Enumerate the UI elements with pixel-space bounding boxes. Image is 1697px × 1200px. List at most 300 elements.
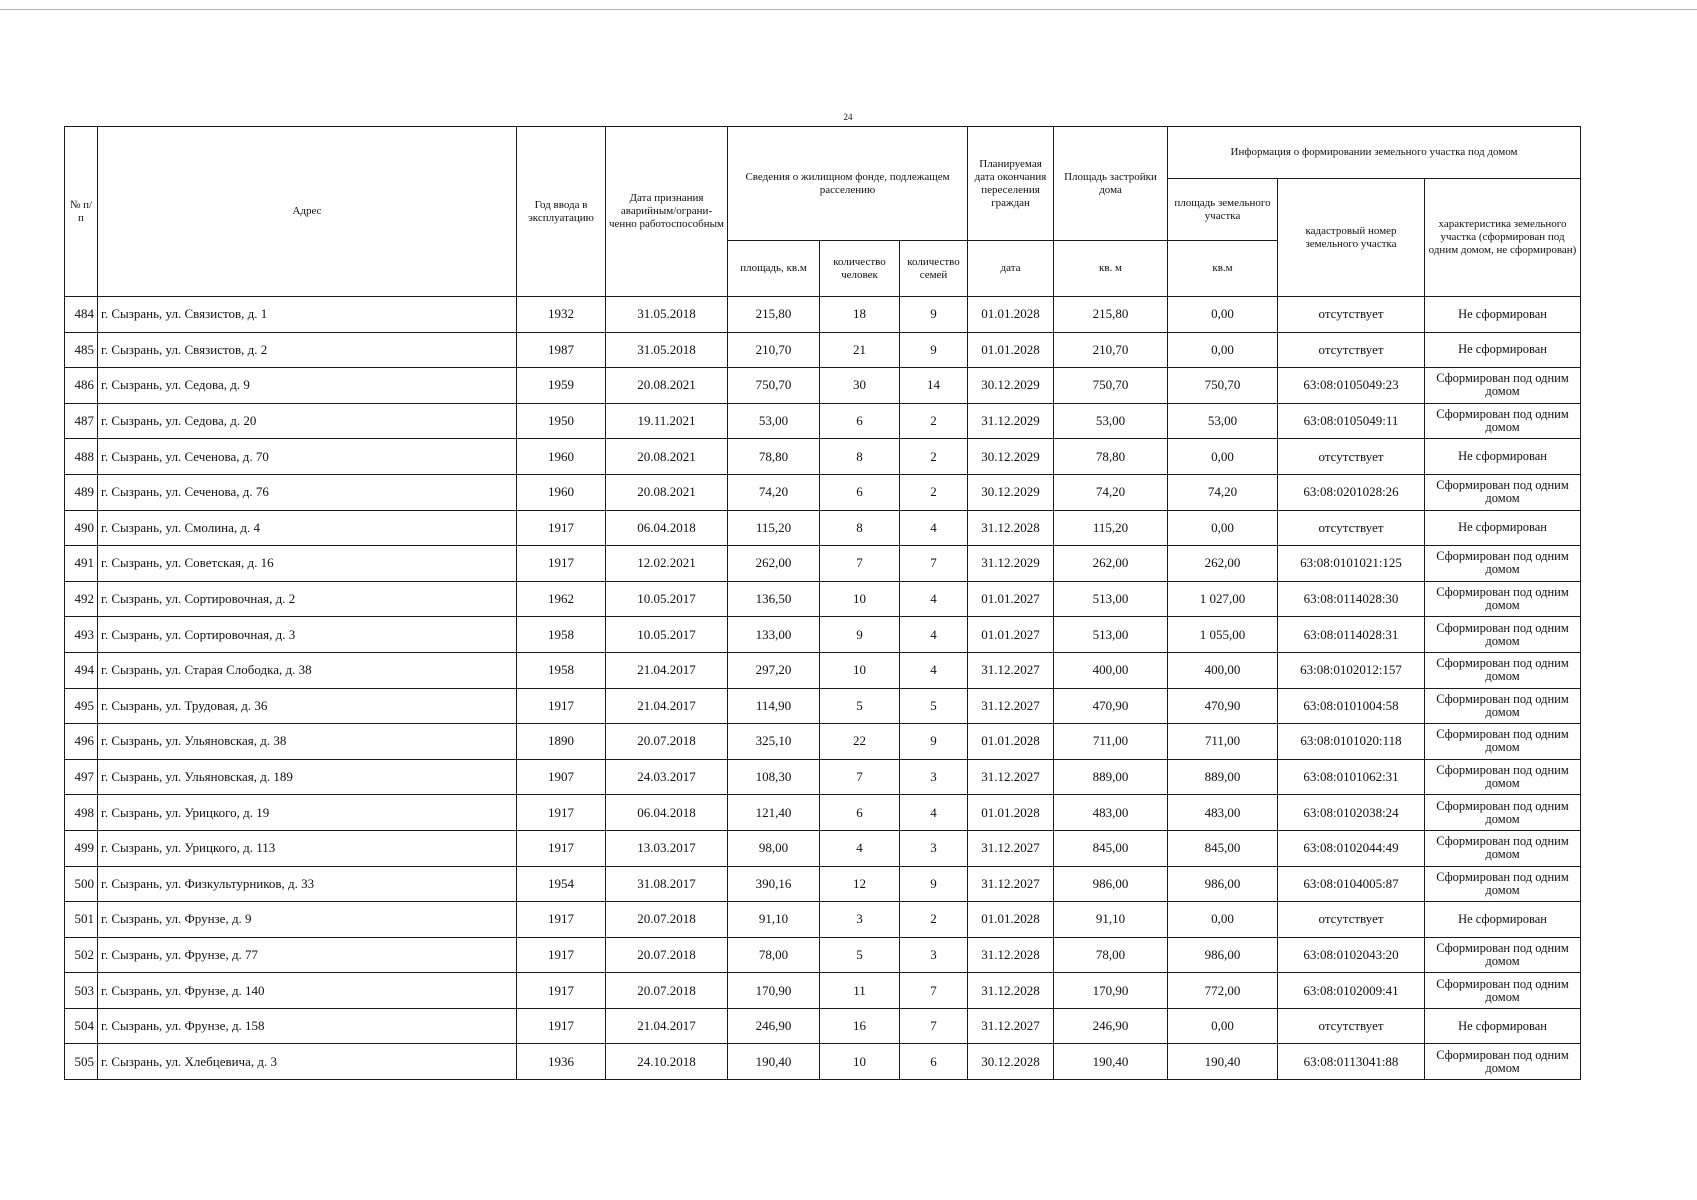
cell-land-area: 74,20 xyxy=(1168,474,1278,510)
cell-people: 11 xyxy=(820,973,900,1009)
cell-cadastral: 63:08:0101020:118 xyxy=(1278,724,1425,760)
cell-area: 78,80 xyxy=(728,439,820,475)
cell-no: 499 xyxy=(65,830,98,866)
cell-families: 9 xyxy=(900,332,968,368)
cell-families: 4 xyxy=(900,510,968,546)
cell-planned-date: 01.01.2028 xyxy=(968,332,1054,368)
table-row xyxy=(65,581,1581,617)
cell-area: 114,90 xyxy=(728,688,820,724)
cell-cadastral: 63:08:0101021:125 xyxy=(1278,546,1425,582)
cell-year: 1917 xyxy=(517,510,606,546)
cell-year: 1917 xyxy=(517,795,606,831)
cell-cadastral: отсутствует xyxy=(1278,439,1425,475)
cell-planned-date: 01.01.2027 xyxy=(968,581,1054,617)
cell-address: г. Сызрань, ул. Связистов, д. 2 xyxy=(98,332,517,368)
cell-cadastral: 63:08:0113041:88 xyxy=(1278,1044,1425,1080)
cell-no: 493 xyxy=(65,617,98,653)
table-row xyxy=(65,368,1581,404)
cell-building-area: 470,90 xyxy=(1054,688,1168,724)
cell-land-area: 190,40 xyxy=(1168,1044,1278,1080)
cell-cadastral: 63:08:0114028:31 xyxy=(1278,617,1425,653)
cell-land-area: 483,00 xyxy=(1168,795,1278,831)
cell-people: 10 xyxy=(820,652,900,688)
cell-no: 494 xyxy=(65,652,98,688)
cell-year: 1932 xyxy=(517,297,606,333)
cell-building-area: 986,00 xyxy=(1054,866,1168,902)
cell-people: 5 xyxy=(820,688,900,724)
cell-area: 53,00 xyxy=(728,403,820,439)
cell-cadastral: отсутствует xyxy=(1278,332,1425,368)
cell-no: 489 xyxy=(65,474,98,510)
cell-date-recognized: 06.04.2018 xyxy=(606,795,728,831)
cell-characteristic: Сформирован под одним домом xyxy=(1425,581,1581,617)
header-no: № п/п xyxy=(65,127,98,297)
table-row xyxy=(65,830,1581,866)
cell-address: г. Сызрань, ул. Советская, д. 16 xyxy=(98,546,517,582)
cell-families: 3 xyxy=(900,937,968,973)
cell-address: г. Сызрань, ул. Фрунзе, д. 9 xyxy=(98,902,517,938)
cell-planned-date: 31.12.2027 xyxy=(968,866,1054,902)
cell-families: 4 xyxy=(900,652,968,688)
scan-edge-line xyxy=(0,9,1697,10)
cell-no: 502 xyxy=(65,937,98,973)
cell-building-area: 513,00 xyxy=(1054,581,1168,617)
cell-characteristic: Сформирован под одним домом xyxy=(1425,617,1581,653)
cell-planned-date: 31.12.2029 xyxy=(968,546,1054,582)
cell-year: 1959 xyxy=(517,368,606,404)
cell-people: 7 xyxy=(820,759,900,795)
cell-characteristic: Сформирован под одним домом xyxy=(1425,795,1581,831)
cell-cadastral: отсутствует xyxy=(1278,902,1425,938)
cell-people: 6 xyxy=(820,403,900,439)
cell-land-area: 1 055,00 xyxy=(1168,617,1278,653)
cell-date-recognized: 20.08.2021 xyxy=(606,474,728,510)
cell-families: 9 xyxy=(900,297,968,333)
cell-year: 1987 xyxy=(517,332,606,368)
header-land-group: Информация о формировании земельного участка под домом xyxy=(1168,127,1581,179)
cell-no: 485 xyxy=(65,332,98,368)
table-row xyxy=(65,973,1581,1009)
header-date: дата xyxy=(968,241,1054,297)
cell-land-area: 750,70 xyxy=(1168,368,1278,404)
cell-characteristic: Сформирован под одним домом xyxy=(1425,937,1581,973)
cell-families: 9 xyxy=(900,866,968,902)
cell-cadastral: 63:08:0101004:58 xyxy=(1278,688,1425,724)
cell-address: г. Сызрань, ул. Связистов, д. 1 xyxy=(98,297,517,333)
table-row xyxy=(65,332,1581,368)
cell-characteristic: Сформирован под одним домом xyxy=(1425,1044,1581,1080)
cell-date-recognized: 24.10.2018 xyxy=(606,1044,728,1080)
table-row xyxy=(65,439,1581,475)
cell-building-area: 711,00 xyxy=(1054,724,1168,760)
cell-planned-date: 01.01.2028 xyxy=(968,902,1054,938)
cell-building-area: 513,00 xyxy=(1054,617,1168,653)
cell-address: г. Сызрань, ул. Трудовая, д. 36 xyxy=(98,688,517,724)
cell-people: 7 xyxy=(820,546,900,582)
cell-date-recognized: 20.07.2018 xyxy=(606,973,728,1009)
cell-area: 750,70 xyxy=(728,368,820,404)
cell-date-recognized: 21.04.2017 xyxy=(606,1008,728,1044)
cell-date-recognized: 31.08.2017 xyxy=(606,866,728,902)
cell-characteristic: Сформирован под одним домом xyxy=(1425,368,1581,404)
cell-families: 5 xyxy=(900,688,968,724)
cell-date-recognized: 10.05.2017 xyxy=(606,581,728,617)
cell-building-area: 889,00 xyxy=(1054,759,1168,795)
cell-date-recognized: 20.08.2021 xyxy=(606,368,728,404)
table-row xyxy=(65,403,1581,439)
cell-address: г. Сызрань, ул. Ульяновская, д. 189 xyxy=(98,759,517,795)
cell-characteristic: Не сформирован xyxy=(1425,1008,1581,1044)
cell-people: 6 xyxy=(820,795,900,831)
cell-address: г. Сызрань, ул. Урицкого, д. 19 xyxy=(98,795,517,831)
cell-area: 74,20 xyxy=(728,474,820,510)
cell-land-area: 986,00 xyxy=(1168,937,1278,973)
header-planned-date: Планируемая дата окончания переселения граждан xyxy=(968,127,1054,241)
cell-area: 262,00 xyxy=(728,546,820,582)
cell-address: г. Сызрань, ул. Смолина, д. 4 xyxy=(98,510,517,546)
cell-year: 1917 xyxy=(517,973,606,1009)
cell-building-area: 53,00 xyxy=(1054,403,1168,439)
cell-address: г. Сызрань, ул. Сеченова, д. 76 xyxy=(98,474,517,510)
cell-no: 487 xyxy=(65,403,98,439)
cell-date-recognized: 12.02.2021 xyxy=(606,546,728,582)
cell-area: 121,40 xyxy=(728,795,820,831)
cell-characteristic: Сформирован под одним домом xyxy=(1425,546,1581,582)
cell-building-area: 400,00 xyxy=(1054,652,1168,688)
cell-building-area: 190,40 xyxy=(1054,1044,1168,1080)
cell-address: г. Сызрань, ул. Физкультурников, д. 33 xyxy=(98,866,517,902)
cell-date-recognized: 20.07.2018 xyxy=(606,937,728,973)
cell-no: 495 xyxy=(65,688,98,724)
cell-year: 1917 xyxy=(517,688,606,724)
cell-characteristic: Сформирован под одним домом xyxy=(1425,688,1581,724)
cell-land-area: 845,00 xyxy=(1168,830,1278,866)
header-families: количество семей xyxy=(900,241,968,297)
cell-planned-date: 31.12.2028 xyxy=(968,937,1054,973)
cell-land-area: 0,00 xyxy=(1168,902,1278,938)
cell-address: г. Сызрань, ул. Урицкого, д. 113 xyxy=(98,830,517,866)
table-row xyxy=(65,724,1581,760)
cell-cadastral: 63:08:0102038:24 xyxy=(1278,795,1425,831)
cell-families: 9 xyxy=(900,724,968,760)
cell-no: 492 xyxy=(65,581,98,617)
cell-address: г. Сызрань, ул. Фрунзе, д. 77 xyxy=(98,937,517,973)
cell-characteristic: Не сформирован xyxy=(1425,439,1581,475)
cell-families: 2 xyxy=(900,902,968,938)
cell-people: 8 xyxy=(820,439,900,475)
cell-cadastral: 63:08:0102009:41 xyxy=(1278,973,1425,1009)
cell-land-area: 400,00 xyxy=(1168,652,1278,688)
header-date-recognition: Дата признания аварийным/ограни-ченно работоспособным xyxy=(606,127,728,297)
cell-no: 498 xyxy=(65,795,98,831)
header-address: Адрес xyxy=(98,127,517,297)
cell-characteristic: Сформирован под одним домом xyxy=(1425,866,1581,902)
header-characteristic: характеристика земельного участка (сформирован под одним домом, не сформирован) xyxy=(1425,179,1581,297)
cell-no: 505 xyxy=(65,1044,98,1080)
cell-characteristic: Сформирован под одним домом xyxy=(1425,759,1581,795)
cell-year: 1960 xyxy=(517,474,606,510)
cell-building-area: 483,00 xyxy=(1054,795,1168,831)
housing-table xyxy=(64,126,1581,1080)
cell-year: 1907 xyxy=(517,759,606,795)
cell-land-area: 53,00 xyxy=(1168,403,1278,439)
cell-planned-date: 01.01.2028 xyxy=(968,297,1054,333)
table-row xyxy=(65,652,1581,688)
cell-area: 297,20 xyxy=(728,652,820,688)
cell-families: 7 xyxy=(900,1008,968,1044)
cell-people: 22 xyxy=(820,724,900,760)
cell-people: 18 xyxy=(820,297,900,333)
cell-no: 504 xyxy=(65,1008,98,1044)
cell-no: 488 xyxy=(65,439,98,475)
cell-building-area: 246,90 xyxy=(1054,1008,1168,1044)
table-row xyxy=(65,546,1581,582)
cell-area: 325,10 xyxy=(728,724,820,760)
cell-people: 6 xyxy=(820,474,900,510)
cell-families: 4 xyxy=(900,795,968,831)
cell-families: 2 xyxy=(900,439,968,475)
header-year: Год ввода в эксплуатацию xyxy=(517,127,606,297)
cell-land-area: 986,00 xyxy=(1168,866,1278,902)
table-row xyxy=(65,759,1581,795)
cell-year: 1936 xyxy=(517,1044,606,1080)
cell-land-area: 0,00 xyxy=(1168,332,1278,368)
header-building-area-unit: кв. м xyxy=(1054,241,1168,297)
cell-date-recognized: 31.05.2018 xyxy=(606,332,728,368)
cell-families: 7 xyxy=(900,546,968,582)
cell-families: 2 xyxy=(900,474,968,510)
cell-land-area: 0,00 xyxy=(1168,510,1278,546)
table-row xyxy=(65,866,1581,902)
cell-land-area: 470,90 xyxy=(1168,688,1278,724)
cell-people: 21 xyxy=(820,332,900,368)
cell-cadastral: отсутствует xyxy=(1278,510,1425,546)
cell-year: 1954 xyxy=(517,866,606,902)
cell-address: г. Сызрань, ул. Сеченова, д. 70 xyxy=(98,439,517,475)
cell-planned-date: 30.12.2028 xyxy=(968,1044,1054,1080)
header-land-area-unit: кв.м xyxy=(1168,241,1278,297)
cell-land-area: 1 027,00 xyxy=(1168,581,1278,617)
cell-planned-date: 30.12.2029 xyxy=(968,439,1054,475)
cell-characteristic: Сформирован под одним домом xyxy=(1425,724,1581,760)
table-row xyxy=(65,297,1581,333)
cell-no: 486 xyxy=(65,368,98,404)
cell-area: 108,30 xyxy=(728,759,820,795)
cell-no: 497 xyxy=(65,759,98,795)
cell-address: г. Сызрань, ул. Старая Слободка, д. 38 xyxy=(98,652,517,688)
header-area: площадь, кв.м xyxy=(728,241,820,297)
cell-people: 8 xyxy=(820,510,900,546)
cell-families: 3 xyxy=(900,830,968,866)
cell-building-area: 215,80 xyxy=(1054,297,1168,333)
cell-characteristic: Не сформирован xyxy=(1425,902,1581,938)
cell-date-recognized: 13.03.2017 xyxy=(606,830,728,866)
table-row xyxy=(65,937,1581,973)
cell-year: 1917 xyxy=(517,902,606,938)
cell-cadastral: 63:08:0102043:20 xyxy=(1278,937,1425,973)
cell-land-area: 772,00 xyxy=(1168,973,1278,1009)
cell-cadastral: отсутствует xyxy=(1278,297,1425,333)
cell-area: 190,40 xyxy=(728,1044,820,1080)
cell-building-area: 115,20 xyxy=(1054,510,1168,546)
cell-no: 490 xyxy=(65,510,98,546)
cell-planned-date: 30.12.2029 xyxy=(968,474,1054,510)
table-row xyxy=(65,795,1581,831)
cell-families: 3 xyxy=(900,759,968,795)
cell-year: 1890 xyxy=(517,724,606,760)
cell-cadastral: 63:08:0101062:31 xyxy=(1278,759,1425,795)
cell-families: 2 xyxy=(900,403,968,439)
cell-cadastral: 63:08:0102044:49 xyxy=(1278,830,1425,866)
cell-characteristic: Не сформирован xyxy=(1425,510,1581,546)
header-cadastral: кадастровый номер земельного участка xyxy=(1278,179,1425,297)
cell-building-area: 91,10 xyxy=(1054,902,1168,938)
cell-cadastral: 63:08:0105049:23 xyxy=(1278,368,1425,404)
cell-planned-date: 01.01.2027 xyxy=(968,617,1054,653)
cell-people: 5 xyxy=(820,937,900,973)
cell-land-area: 0,00 xyxy=(1168,1008,1278,1044)
page-number: 24 xyxy=(843,112,853,122)
cell-date-recognized: 20.07.2018 xyxy=(606,724,728,760)
cell-characteristic: Сформирован под одним домом xyxy=(1425,830,1581,866)
table-header xyxy=(65,127,1581,297)
cell-planned-date: 30.12.2029 xyxy=(968,368,1054,404)
cell-cadastral: 63:08:0201028:26 xyxy=(1278,474,1425,510)
cell-year: 1917 xyxy=(517,830,606,866)
cell-people: 9 xyxy=(820,617,900,653)
cell-families: 7 xyxy=(900,973,968,1009)
cell-families: 4 xyxy=(900,617,968,653)
cell-address: г. Сызрань, ул. Фрунзе, д. 158 xyxy=(98,1008,517,1044)
cell-area: 78,00 xyxy=(728,937,820,973)
cell-characteristic: Сформирован под одним домом xyxy=(1425,973,1581,1009)
cell-cadastral: 63:08:0114028:30 xyxy=(1278,581,1425,617)
cell-address: г. Сызрань, ул. Фрунзе, д. 140 xyxy=(98,973,517,1009)
cell-families: 6 xyxy=(900,1044,968,1080)
cell-people: 3 xyxy=(820,902,900,938)
cell-characteristic: Не сформирован xyxy=(1425,297,1581,333)
cell-land-area: 262,00 xyxy=(1168,546,1278,582)
cell-land-area: 711,00 xyxy=(1168,724,1278,760)
cell-area: 91,10 xyxy=(728,902,820,938)
cell-no: 496 xyxy=(65,724,98,760)
cell-cadastral: 63:08:0104005:87 xyxy=(1278,866,1425,902)
header-building-area: Площадь застройки дома xyxy=(1054,127,1168,241)
cell-area: 136,50 xyxy=(728,581,820,617)
cell-people: 10 xyxy=(820,581,900,617)
cell-address: г. Сызрань, ул. Седова, д. 9 xyxy=(98,368,517,404)
cell-date-recognized: 06.04.2018 xyxy=(606,510,728,546)
table-row xyxy=(65,474,1581,510)
cell-characteristic: Сформирован под одним домом xyxy=(1425,474,1581,510)
table-row xyxy=(65,617,1581,653)
header-people: количество человек xyxy=(820,241,900,297)
cell-area: 98,00 xyxy=(728,830,820,866)
cell-area: 215,80 xyxy=(728,297,820,333)
table-body xyxy=(65,297,1581,1080)
cell-no: 491 xyxy=(65,546,98,582)
cell-cadastral: отсутствует xyxy=(1278,1008,1425,1044)
cell-land-area: 0,00 xyxy=(1168,439,1278,475)
cell-no: 484 xyxy=(65,297,98,333)
cell-people: 12 xyxy=(820,866,900,902)
cell-address: г. Сызрань, ул. Седова, д. 20 xyxy=(98,403,517,439)
cell-date-recognized: 19.11.2021 xyxy=(606,403,728,439)
cell-year: 1917 xyxy=(517,1008,606,1044)
cell-people: 30 xyxy=(820,368,900,404)
cell-date-recognized: 24.03.2017 xyxy=(606,759,728,795)
cell-building-area: 750,70 xyxy=(1054,368,1168,404)
cell-building-area: 78,80 xyxy=(1054,439,1168,475)
table-row xyxy=(65,1008,1581,1044)
cell-date-recognized: 20.07.2018 xyxy=(606,902,728,938)
cell-land-area: 889,00 xyxy=(1168,759,1278,795)
cell-planned-date: 31.12.2027 xyxy=(968,652,1054,688)
cell-families: 4 xyxy=(900,581,968,617)
cell-address: г. Сызрань, ул. Сортировочная, д. 2 xyxy=(98,581,517,617)
cell-address: г. Сызрань, ул. Сортировочная, д. 3 xyxy=(98,617,517,653)
cell-year: 1950 xyxy=(517,403,606,439)
cell-area: 115,20 xyxy=(728,510,820,546)
cell-date-recognized: 21.04.2017 xyxy=(606,652,728,688)
cell-planned-date: 31.12.2027 xyxy=(968,830,1054,866)
cell-address: г. Сызрань, ул. Ульяновская, д. 38 xyxy=(98,724,517,760)
header-land-area: площадь земельного участка xyxy=(1168,179,1278,241)
cell-area: 246,90 xyxy=(728,1008,820,1044)
cell-building-area: 74,20 xyxy=(1054,474,1168,510)
cell-cadastral: 63:08:0105049:11 xyxy=(1278,403,1425,439)
cell-area: 170,90 xyxy=(728,973,820,1009)
cell-planned-date: 31.12.2027 xyxy=(968,1008,1054,1044)
cell-planned-date: 01.01.2028 xyxy=(968,795,1054,831)
cell-families: 14 xyxy=(900,368,968,404)
cell-date-recognized: 21.04.2017 xyxy=(606,688,728,724)
cell-building-area: 210,70 xyxy=(1054,332,1168,368)
cell-year: 1960 xyxy=(517,439,606,475)
cell-planned-date: 31.12.2029 xyxy=(968,403,1054,439)
cell-year: 1917 xyxy=(517,937,606,973)
cell-year: 1958 xyxy=(517,617,606,653)
cell-area: 210,70 xyxy=(728,332,820,368)
cell-area: 133,00 xyxy=(728,617,820,653)
cell-no: 500 xyxy=(65,866,98,902)
cell-planned-date: 31.12.2028 xyxy=(968,973,1054,1009)
cell-no: 501 xyxy=(65,902,98,938)
cell-planned-date: 01.01.2028 xyxy=(968,724,1054,760)
cell-land-area: 0,00 xyxy=(1168,297,1278,333)
cell-area: 390,16 xyxy=(728,866,820,902)
cell-people: 10 xyxy=(820,1044,900,1080)
table-row xyxy=(65,1044,1581,1080)
cell-planned-date: 31.12.2028 xyxy=(968,510,1054,546)
cell-cadastral: 63:08:0102012:157 xyxy=(1278,652,1425,688)
cell-no: 503 xyxy=(65,973,98,1009)
cell-building-area: 170,90 xyxy=(1054,973,1168,1009)
cell-planned-date: 31.12.2027 xyxy=(968,759,1054,795)
header-housing-group: Сведения о жилищном фонде, подлежащем расселению xyxy=(728,127,968,241)
cell-building-area: 78,00 xyxy=(1054,937,1168,973)
cell-characteristic: Не сформирован xyxy=(1425,332,1581,368)
cell-building-area: 845,00 xyxy=(1054,830,1168,866)
cell-people: 4 xyxy=(820,830,900,866)
cell-date-recognized: 10.05.2017 xyxy=(606,617,728,653)
table-row xyxy=(65,510,1581,546)
cell-planned-date: 31.12.2027 xyxy=(968,688,1054,724)
cell-date-recognized: 31.05.2018 xyxy=(606,297,728,333)
cell-characteristic: Сформирован под одним домом xyxy=(1425,652,1581,688)
cell-address: г. Сызрань, ул. Хлебцевича, д. 3 xyxy=(98,1044,517,1080)
cell-people: 16 xyxy=(820,1008,900,1044)
